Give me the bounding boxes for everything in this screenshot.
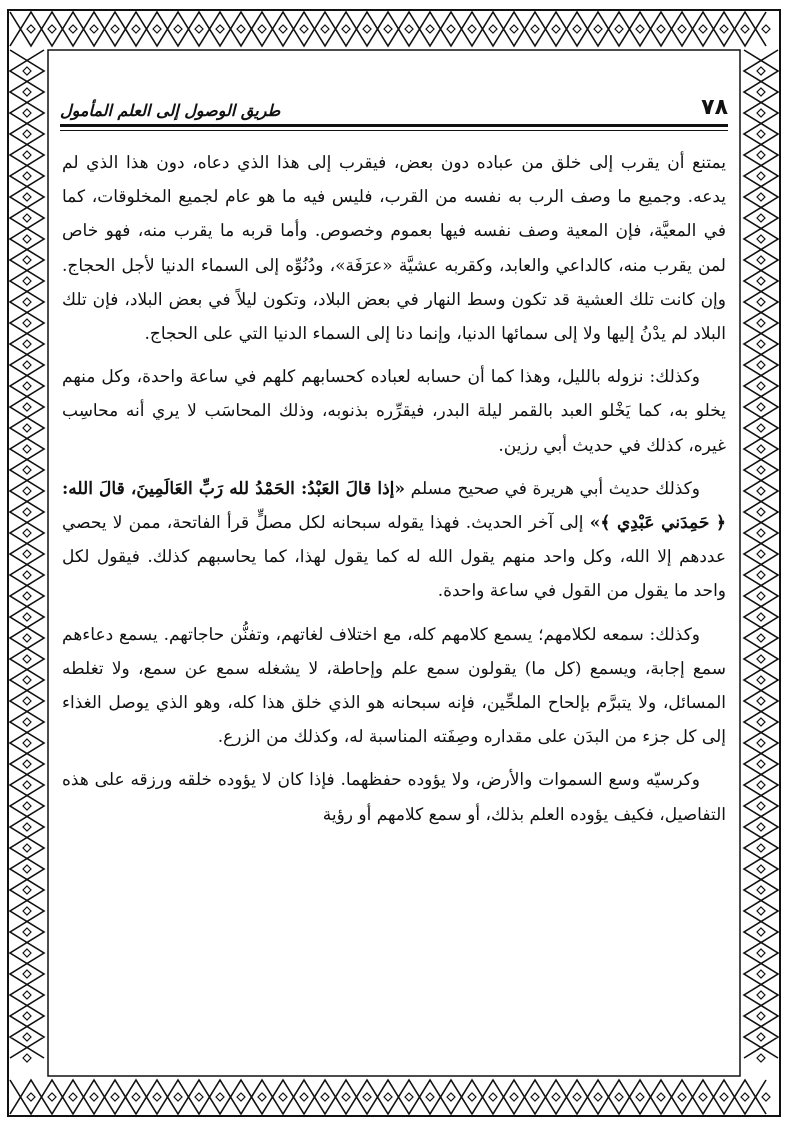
paragraph-3 [62, 472, 726, 609]
paragraph-text: وكذلك: نزوله بالليل، وهذا كما أن حسابه لعباده كحسابهم كلهم في ساعة واحدة، وكل منهم يخلو به، كما يَخْلو العبد بالقمر ليلة البدر، فيقرِّره بذنوبه، وذلك المحاسَب لا يري أنه محاسِب غيره، كذلك في حديث أبي رزين. [62, 367, 726, 456]
paragraph-text: وكذلك حديث أبي هريرة في صحيح مسلم [405, 478, 700, 499]
paragraph-text: يمتنع أن يقرب إلى خلق من عباده دون بعض، فيقرب إلى هذا الذي دعاه، دون هذا الذي لم يدعه. وجميع ما وصف الرب به نفسه من القرب، فليس فيه ما هو عام لجميع المخلوقات، كما في المعيَّة، فإن المعية وصف نفسه فيها بعموم وخصوص. وأما قربه ما يقرب منه، فهو خاص لمن يقرب منه، كالداعي والعابد، وكقربه عشيَّة «عرَفَة»، ودُنُوِّه إلى السماء الدنيا لأجل الحجاج. وإن كانت تلك العشية قد تكون وسط النهار في بعض البلاد، وتكون ليلاً في بعض البلاد، فإن تلك البلاد لم يدْنُ إليها ولا إلى سمائها الدنيا، وإنما دنا إلى السماء الدنيا التي على الحجاج. [62, 153, 726, 345]
paragraph-4 [62, 618, 726, 755]
paragraph-5 [62, 763, 726, 831]
page-body [62, 146, 726, 841]
paragraph-text: وكرسيّه وسع السموات والأرض، ولا يؤوده حفظهما. فإذا كان لا يؤوده خلقه ورزقه على هذه التفاصيل، فكيف يؤوده العلم بذلك، أو سمع كلامهم أو رؤية [62, 770, 726, 825]
paragraph-2 [62, 360, 726, 463]
paragraph-text: وكذلك: سمعه لكلامهم؛ يسمع كلامهم كله، مع اختلاف لغاتهم، وتفنُّن حاجاتهم. يسمع دعاءهم سمع إجابة، ويسمع (كل ما) يقولون سمع علم وإحاطة، لا يشغله سمع عن سمع، ولا تغلطه المسائل، ولا يتبرَّم بإلحاح الملحِّين، فإنه سبحانه هو الذي خلق هذا كله، وهو الذي يوصل الغذاء إلى كل جزء من البدَن على مقداره وصِفَته المناسبة له، وكذلك من الزرع. [62, 624, 726, 748]
header-rule [60, 124, 728, 127]
header-rule-thin [60, 130, 728, 131]
paragraph-text: إلى آخر الحديث. فهذا يقوله سبحانه لكل مصلٍّ قرأ الفاتحة، ممن لا يحصي عددهم إلا الله، وكل واحد منهم يقول الله له كما يقول لهذا، كما يحاسبهم كذلك. فيقول لكل واحد ما يقول من القول في ساعة واحدة. [62, 513, 726, 602]
running-header [60, 88, 728, 120]
paragraph-1 [62, 146, 726, 351]
hadith-quote: «إذا قالَ العَبْدُ: الحَمْدُ لله رَبِّ العَالَمِينَ، قالَ الله: ﴿ حَمِدَني عَبْدِي ﴾» [62, 478, 726, 534]
page-number: ٧٨ [701, 95, 728, 120]
running-book-title: طريق الوصول إلى العلم المأمول [60, 101, 281, 120]
